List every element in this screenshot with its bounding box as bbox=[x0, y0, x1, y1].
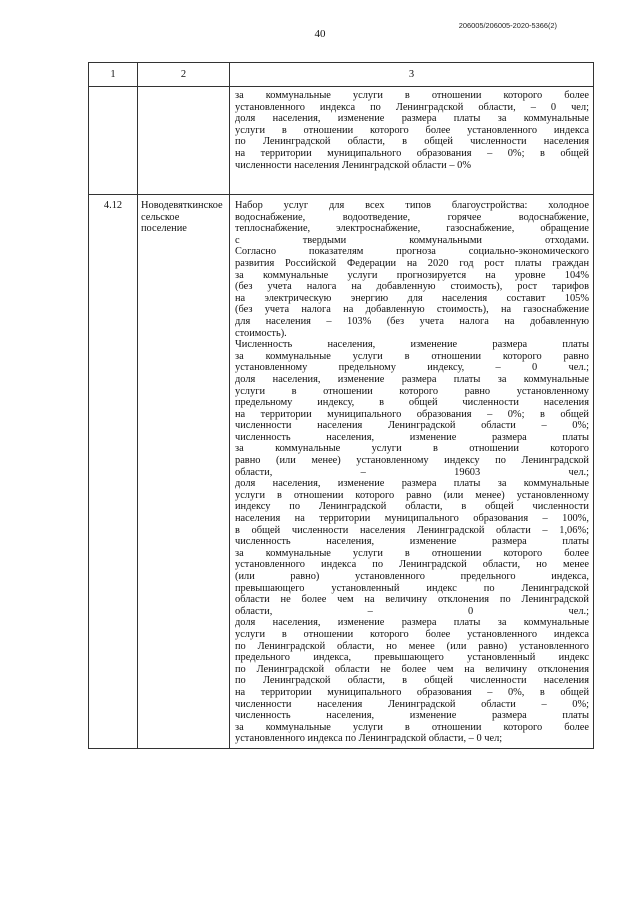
text-line: по Ленинградской области не более чем на величину отклонения bbox=[235, 663, 589, 675]
text-line: равно (или менее) установленному индексу по Ленинградской bbox=[235, 455, 589, 467]
text-line: установленного индекса по Ленинградской области, – 0 чел; bbox=[235, 733, 503, 745]
text-line: предельному индексу, в общей численности населения bbox=[235, 397, 589, 409]
text-line: на территории муниципального образования – 0%; в общей bbox=[235, 408, 589, 420]
document-code: 206005/206005-2020-5366(2) bbox=[458, 21, 557, 30]
text-line: услуги в отношении которого более установленного индекса bbox=[235, 124, 589, 136]
text-line: численности населения Ленинградской области – 0% bbox=[235, 159, 471, 171]
text-line: численность населения, изменение размера платы bbox=[235, 431, 589, 443]
settlement-name-line: сельское поселение bbox=[141, 211, 187, 235]
text-line: индексу по Ленинградской области, в общей численности bbox=[235, 501, 589, 513]
text-line: численность населения, изменение размера платы bbox=[235, 536, 589, 548]
table-header-row bbox=[89, 63, 594, 87]
text-line: развития Российской Федерации на 2020 год рост платы граждан bbox=[235, 257, 589, 269]
text-line: (без учета налога на добавленную стоимость), рост тарифов bbox=[235, 281, 589, 293]
text-line: по Ленинградской области, в общей численности населения bbox=[235, 675, 589, 687]
text-line: Численность населения, изменение размера платы bbox=[235, 339, 589, 351]
text-line: Набор услуг для всех типов благоустройства: холодное bbox=[235, 200, 589, 211]
text-line: на территории муниципального образования – 0%, в общей bbox=[235, 686, 589, 698]
text-line: численность населения, изменение размера платы bbox=[235, 710, 589, 722]
text-line: по Ленинградской области, но менее (или равно) установленного bbox=[235, 640, 589, 652]
text-line: доля населения, изменение размера платы за коммунальные bbox=[235, 373, 589, 385]
header-col-1: 1 bbox=[89, 63, 138, 87]
text-line: предельного индекса, превышающего установленный индекс bbox=[235, 652, 589, 664]
text-line: (без учета налога на добавленную стоимость), на газоснабжение bbox=[235, 304, 589, 316]
text-line: в общей численности населения Ленинградской области – 1,06%; bbox=[235, 524, 589, 536]
text-line: услуги в отношении которого более установленного индекса bbox=[235, 628, 589, 640]
text-line: доля населения, изменение размера платы за коммунальные bbox=[235, 478, 589, 490]
text-line: за коммунальные услуги в отношении которого bbox=[235, 443, 589, 455]
text-line: по Ленинградской области, в общей численности населения bbox=[235, 136, 589, 148]
text-line: установленному предельному индексу, – 0 чел.; bbox=[235, 362, 589, 374]
text-line: области, – 19603 чел.; bbox=[235, 466, 589, 478]
row-number: 4.12 bbox=[89, 195, 138, 749]
settlement-name-line: Новодевяткинское bbox=[141, 200, 223, 211]
text-line: доля населения, изменение размера платы за коммунальные bbox=[235, 617, 589, 629]
text-line: за коммунальные услуги в отношении которого более bbox=[235, 90, 589, 101]
table-row bbox=[89, 195, 594, 749]
text-line: численности населения Ленинградской области – 0%; bbox=[235, 698, 589, 710]
header-col-2: 2 bbox=[138, 63, 230, 87]
text-line: населения на территории муниципального образования – 100%, bbox=[235, 513, 589, 525]
text-line: Согласно показателям прогноза социально-экономического bbox=[235, 246, 589, 258]
text-line: на территории муниципального образования – 0%; в общей bbox=[235, 147, 589, 159]
continuation-row bbox=[89, 87, 594, 195]
header-col-3: 3 bbox=[230, 63, 594, 87]
text-line: за коммунальные услуги в отношении которого более bbox=[235, 721, 589, 733]
settlement-name bbox=[138, 195, 230, 749]
text-line: установленного индекса по Ленинградской области, – 0 чел; bbox=[235, 101, 589, 113]
text-line: услуги в отношении которого равно (или менее) установленному bbox=[235, 489, 589, 501]
text-line: услуги в отношении которого равно установленному bbox=[235, 385, 589, 397]
text-line: области, – 0 чел.; bbox=[235, 605, 589, 617]
text-line: за коммунальные услуги прогнозируется на уровне 104% bbox=[235, 269, 589, 281]
text-line: водоснабжение, водоотведение, горячее водоснабжение, bbox=[235, 211, 589, 223]
text-line: численности населения Ленинградской области – 0%; bbox=[235, 420, 589, 432]
text-line: превышающего установленный индекс по Ленинградской bbox=[235, 582, 589, 594]
continuation-num-cell bbox=[89, 87, 138, 195]
services-description bbox=[230, 195, 594, 749]
continuation-text-cell bbox=[230, 87, 594, 195]
text-line: на электрическую энергию для населения составит 105% bbox=[235, 292, 589, 304]
text-line: за коммунальные услуги в отношении которого равно bbox=[235, 350, 589, 362]
text-line: стоимость). bbox=[235, 327, 287, 339]
text-line: установленного индекса по Ленинградской области, но менее bbox=[235, 559, 589, 571]
text-line: с твердыми коммунальными отходами. bbox=[235, 234, 589, 246]
text-line: теплоснабжение, электроснабжение, газоснабжение, обращение bbox=[235, 223, 589, 235]
page-number: 40 bbox=[314, 28, 326, 40]
text-line: (или равно) установленного предельного индекса, bbox=[235, 571, 589, 582]
tariff-table bbox=[88, 62, 594, 749]
text-line: доля населения, изменение размера платы за коммунальные bbox=[235, 113, 589, 125]
continuation-name-cell bbox=[138, 87, 230, 195]
text-line: области не более чем на величину отклонения по Ленинградской bbox=[235, 594, 589, 606]
text-line: за коммунальные услуги в отношении которого более bbox=[235, 547, 589, 559]
text-line: для населения – 103% (без учета налога на добавленную bbox=[235, 315, 589, 327]
